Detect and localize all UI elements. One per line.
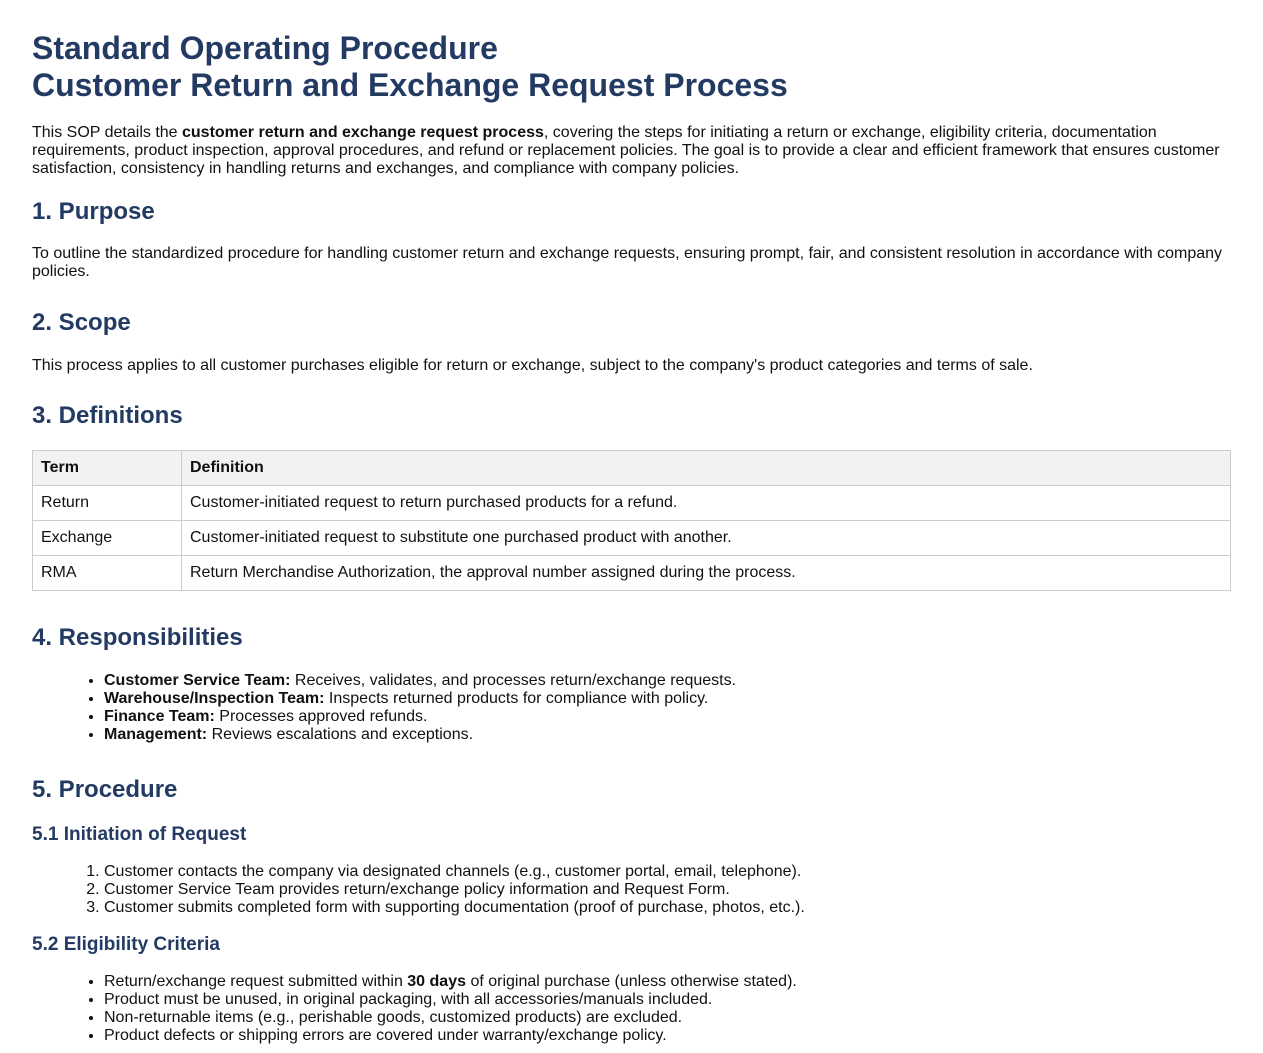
role-description: Inspects returned products for compliance with policy. bbox=[324, 690, 709, 707]
list-item bbox=[104, 690, 1231, 708]
role-label: Customer Service Team: bbox=[104, 672, 291, 689]
table-row bbox=[33, 521, 1231, 556]
list-item: • Non-returnable items (e.g., perishable goods, customized products) are excluded. bbox=[104, 1009, 1231, 1027]
role-description: Receives, validates, and processes return/exchange requests. bbox=[290, 672, 737, 689]
role-description: Reviews escalations and exceptions. bbox=[207, 726, 474, 743]
term-cell: Exchange bbox=[33, 521, 182, 556]
list-item: 1. Customer contacts the company via designated channels (e.g., customer portal, email, telephone). bbox=[104, 863, 1231, 881]
page-title-line-1: Standard Operating Procedure bbox=[32, 30, 498, 66]
eligibility-list bbox=[32, 973, 1231, 1045]
list-item: 3. Customer submits completed form with supporting documentation (proof of purchase, photos, etc.). bbox=[104, 899, 1231, 917]
role-description: Processes approved refunds. bbox=[214, 708, 428, 725]
eligibility-suffix: of original purchase (unless otherwise stated). bbox=[466, 973, 797, 990]
role-label: Warehouse/Inspection Team: bbox=[104, 690, 325, 707]
list-item bbox=[104, 726, 1231, 744]
page-title bbox=[32, 30, 1231, 104]
eligibility-days: 30 days bbox=[407, 973, 466, 990]
scope-text: This process applies to all customer purchases eligible for return or exchange, subject to the company's product categories and terms of sale. bbox=[32, 357, 1033, 374]
definition-cell: Customer-initiated request to substitute one purchased product with another. bbox=[182, 521, 1231, 556]
procedure-heading: 5. Procedure bbox=[32, 776, 178, 803]
term-cell: Return bbox=[33, 486, 182, 521]
list-item bbox=[104, 672, 1231, 690]
list-item bbox=[104, 708, 1231, 726]
term-cell: RMA bbox=[33, 556, 182, 591]
responsibilities-heading: 4. Responsibilities bbox=[32, 624, 243, 651]
intro-suffix: , covering the steps for initiating a return or exchange, eligibility criteria, documentation requirements, product inspection, approval procedures, and refund or replacement policies. The goal is to provide a clear and efficient framework that ensures customer satisfaction, consistency in handling returns and exchanges, and compliance with company policies. bbox=[32, 124, 1220, 177]
page-title-line-2: Customer Return and Exchange Request Process bbox=[32, 67, 788, 103]
purpose-text: To outline the standardized procedure for handling customer return and exchange requests, ensuring prompt, fair, and consistent resolution in accordance with company policies. bbox=[32, 245, 1223, 280]
list-item bbox=[104, 973, 1231, 991]
scope-heading: 2. Scope bbox=[32, 309, 131, 336]
list-item: • Product must be unused, in original packaging, with all accessories/manuals included. bbox=[104, 991, 1231, 1009]
initiation-steps-list bbox=[32, 863, 1231, 917]
eligibility-prefix: Return/exchange request submitted within bbox=[104, 973, 408, 990]
column-header-term: Term bbox=[33, 451, 182, 486]
intro-bold: customer return and exchange request process bbox=[182, 124, 544, 141]
responsibilities-list bbox=[32, 672, 1231, 744]
column-header-definition: Definition bbox=[182, 451, 1231, 486]
definitions-heading: 3. Definitions bbox=[32, 402, 183, 429]
table-row bbox=[33, 486, 1231, 521]
table-row bbox=[33, 556, 1231, 591]
purpose-heading: 1. Purpose bbox=[32, 198, 155, 225]
intro-paragraph bbox=[32, 124, 1231, 178]
role-label: Finance Team: bbox=[104, 708, 215, 725]
eligibility-heading: 5.2 Eligibility Criteria bbox=[32, 934, 220, 955]
initiation-heading: 5.1 Initiation of Request bbox=[32, 824, 247, 845]
table-header-row bbox=[33, 451, 1231, 486]
definition-cell: Customer-initiated request to return purchased products for a refund. bbox=[182, 486, 1231, 521]
role-label: Management: bbox=[104, 726, 208, 743]
list-item: 2. Customer Service Team provides return/exchange policy information and Request Form. bbox=[104, 881, 1231, 899]
definitions-table bbox=[32, 450, 1231, 591]
list-item: • Product defects or shipping errors are covered under warranty/exchange policy. bbox=[104, 1027, 1231, 1045]
intro-prefix: This SOP details the bbox=[32, 124, 182, 141]
definition-cell: Return Merchandise Authorization, the approval number assigned during the process. bbox=[182, 556, 1231, 591]
